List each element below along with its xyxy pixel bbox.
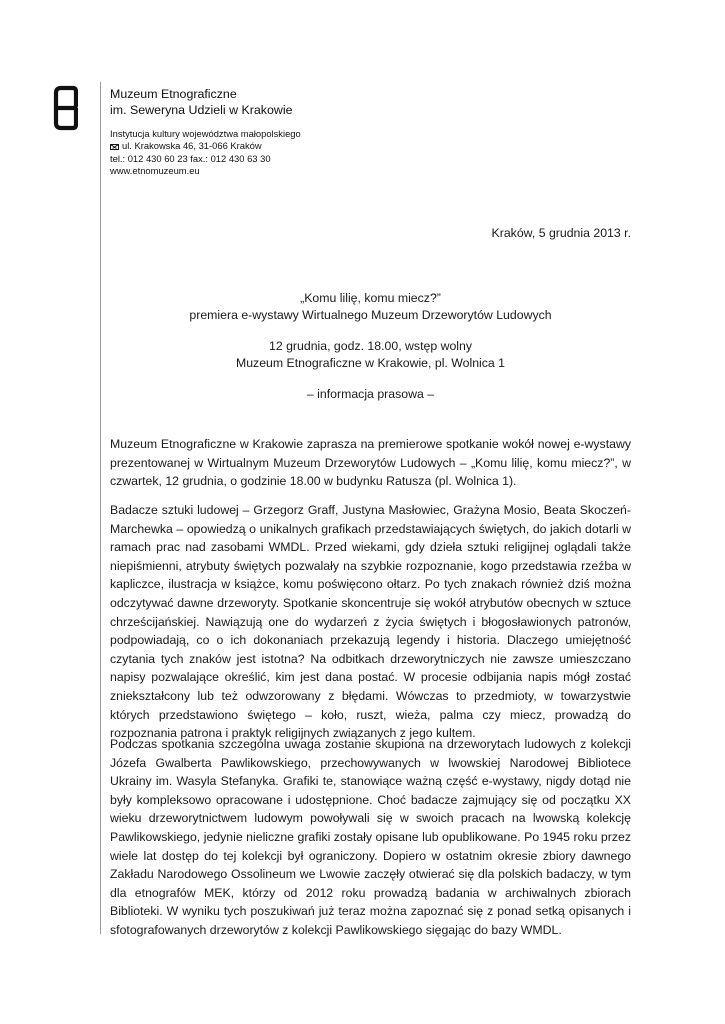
- event-time: 12 grudnia, godz. 18.00, wstęp wolny: [268, 339, 473, 353]
- body-paragraph-1: Muzeum Etnograficzne w Krakowie zaprasza na premierowe spotkanie wokół nowej e-wystawy prezentowanej w Wirtualnym Muzeum Drzeworytów Ludowych – „Komu lilię, komu miecz?”, w czwartek, 12 grudnia, o godzinie 18.00 w budynku Ratusza (pl. Wolnica 1).: [110, 437, 631, 489]
- website-link[interactable]: www.etnomuzeum.eu: [110, 165, 200, 177]
- press-info-label: – informacja prasowa –: [306, 387, 435, 401]
- letterhead: [110, 86, 301, 178]
- document-date: Kraków, 5 grudnia 2013 r.: [491, 226, 631, 240]
- museum-name: Muzeum Etnograficzne: [110, 87, 237, 101]
- body-paragraph-3: Podczas spotkania szczególna uwaga zostanie skupiona na drzeworytach ludowych z kolekcji Józefa Gwalberta Pawlikowskiego, przechowywanych w lwowskiej Narodowej Bibliotece Ukrainy im. Wasyla Stefanyka. Grafiki te, stanowiące ważną część e-wystawy, nigdy dotąd nie były kompleksowo opracowane i udostępnione. Choć badacze zajmujący się od początku XX wieku drzeworytnictwem ludowym powoływali się w swoich pracach na lwowską kolekcję Pawlikowskiego, jedynie nieliczne grafiki zostały opisane lub opublikowane. Po 1945 roku przez wiele lat dostęp do tej kolekcji był ograniczony. Dopiero w ostatnim okresie zbiory dawnego Zakładu Narodowego Ossolineum we Lwowie zaczęły otwierać się dla polskich badaczy, w tym dla etnografów MEK, którzy od 2012 roku prowadzą badania w archiwalnych zbiorach Biblioteki. W wyniku tych poszukiwań już teraz można zapoznać się z ponad setką opisanych i sfotografowanych drzeworytów z kolekcji Pawlikowskiego sięgając do bazy WMDL.: [110, 737, 631, 937]
- contact-block: [110, 128, 301, 178]
- museum-patron-name: im. Seweryna Udzieli w Krakowie: [110, 103, 293, 117]
- event-place: Muzeum Etnograficzne w Krakowie, pl. Wolnica 1: [235, 356, 506, 370]
- exhibition-title: „Komu lilię, komu miecz?”: [300, 291, 441, 305]
- address-text: ul. Krakowska 46, 31-066 Kraków: [122, 140, 262, 152]
- phone-line: tel.: 012 430 60 23 fax.: 012 430 63 30: [110, 152, 271, 164]
- exhibition-subtitle: premiera e-wystawy Wirtualnego Muzeum Drzeworytów Ludowych: [189, 308, 552, 322]
- institution-line: Instytucja kultury województwa małopolskiego: [110, 128, 301, 139]
- body-paragraph-2: Badacze sztuki ludowej – Grzegorz Graff, Justyna Masłowiec, Grażyna Mosio, Beata Skoczeń-Marchewka – opowiedzą o unikalnych grafikach przedstawiających świętych, do jakich dotarli w ramach prac nad zasobami WMDL. Przed wiekami, gdy dzieła sztuki religijnej oglądali także niepiśmienni, atrybuty świętych pozwalały na szybkie rozpoznanie, kogo przedstawia rzeźba w kapliczce, ilustracja w książce, komu poświęcono ołtarz. Po tych znakach również dziś można odczytywać dawne drzeworyty. Spotkanie skoncentruje się wokół atrybutów obecnych w sztuce chrześcijańskiej. Nawiązują one do wydarzeń z życia świętych i błogosławionych patronów, podpowiadają, co o ich dokonaniach przekazują legendy i historia. Dlaczego umiejętność czytania tych znaków jest istotna? Na odbitkach drzeworytniczych nie zawsze umieszczano napisy pozwalające określić, kim jest dana postać. W procesie odbijania napis mógł zostać zniekształcony lub też odwzorowany z błędami. Wówczas to przedmioty, w towarzystwie których przedstawiono świętego – koło, ruszt, wieża, palma czy miecz, prowadzą do rozpoznania patrona i praktyk religijnych związanych z jego kultem.: [110, 503, 631, 741]
- event-details: [110, 338, 631, 372]
- press-release-heading: [110, 290, 631, 324]
- letterhead-divider: [100, 82, 101, 934]
- envelope-icon: [110, 144, 119, 150]
- museum-logo-icon: [52, 84, 78, 132]
- address-line: [110, 140, 301, 152]
